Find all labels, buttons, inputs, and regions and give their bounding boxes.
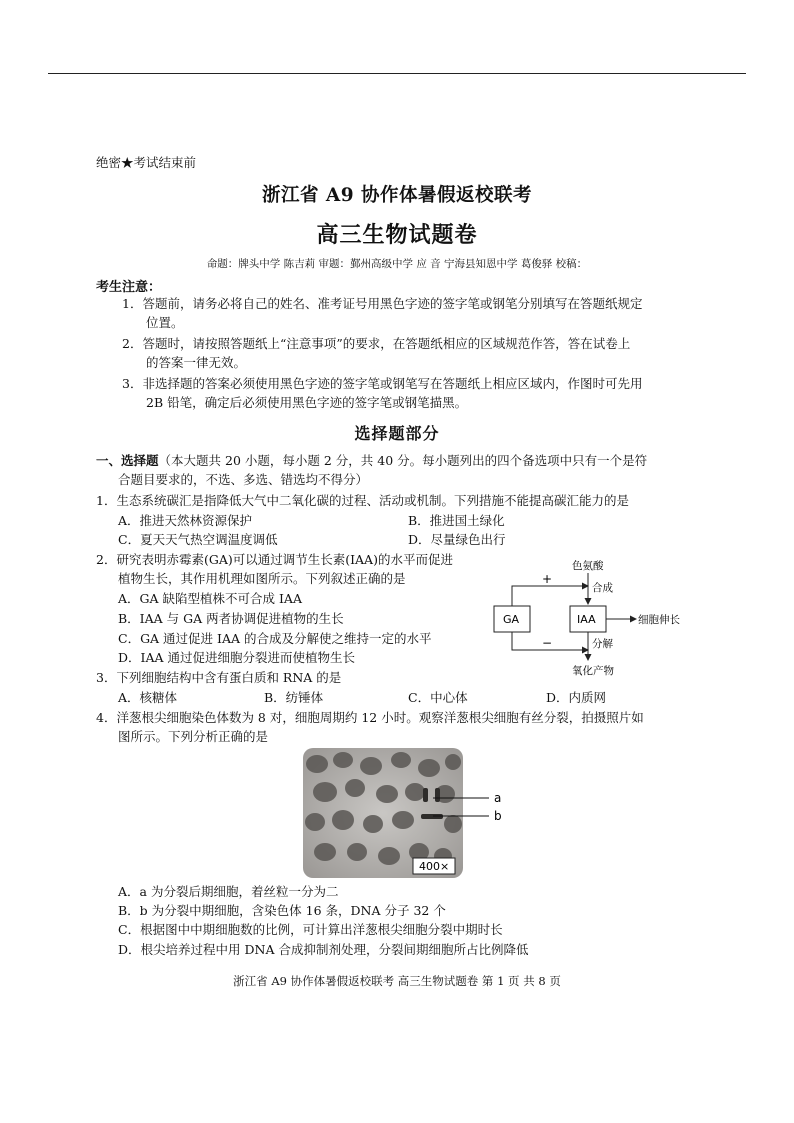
q4-option-d: D．根尖培养过程中用 DNA 合成抑制剂处理，分裂间期细胞所占比例降低 (118, 942, 529, 957)
q1-option-d: D．尽量绿色出行 (408, 532, 506, 547)
q2-stem: 2．研究表明赤霉素(GA)可以通过调节生长素(IAA)的水平而促进 (96, 552, 453, 567)
diagram-plus: + (542, 572, 553, 586)
q3-option-a: A．核糖体 (118, 690, 178, 705)
paper-title: 高三生物试题卷 (316, 222, 478, 248)
q3-option-d: D．内质网 (546, 690, 607, 705)
note-2-cont: 的答案一律无效。 (146, 355, 247, 370)
note-3: 3．非选择题的答案必须使用黑色字迹的签字笔或钢笔写在答题纸上相应区域内，作图时可先用 (122, 376, 643, 391)
note-2: 2．答题时，请按照答题纸上“注意事项”的要求，在答题纸相应的区域规范作答，答在试卷上 (122, 336, 631, 351)
part-one-intro-text: （本大题共 20 小题，每小题 2 分，共 40 分。每小题列出的四个备选项中只有一个是符 (158, 453, 648, 468)
note-1-cont: 位置。 (146, 315, 184, 330)
part-one-intro (96, 451, 647, 470)
q2-stem-cont: 植物生长，其作用机理如图所示。下列叙述正确的是 (118, 571, 406, 586)
diagram-minus: − (542, 636, 553, 650)
part-one-label: 一、选择题 (96, 453, 159, 468)
q1-stem: 1．生态系统碳汇是指降低大气中二氧化碳的过程、活动或机制。下列措施不能提高碳汇能力的是 (96, 493, 629, 508)
q4-stem: 4．洋葱根尖细胞染色体数为 8 对，细胞周期约 12 小时。观察洋葱根尖细胞有丝分裂，拍摄照片如 (96, 710, 644, 725)
q3-option-b: B．纺锤体 (264, 690, 324, 705)
label-a: a (494, 791, 502, 805)
note-1: 1．答题前，请务必将自己的姓名、准考证号用黑色字迹的签字笔或钢笔分别填写在答题纸规定 (122, 296, 643, 311)
diagram-decomp: 分解 (592, 638, 613, 650)
q1-option-b: B．推进国土绿化 (408, 513, 505, 528)
credits-line: 命题：牌头中学 陈吉莉 审题：鄞州高级中学 应 音 宁海县知恩中学 葛俊驿 校稿： (206, 258, 588, 270)
q4-option-a: A．a 为分裂后期细胞，着丝粒一分为二 (118, 884, 339, 899)
diagram-product: 氧化产物 (572, 665, 614, 677)
diagram-ga: GA (503, 613, 520, 626)
q4-stem-cont: 图所示。下列分析正确的是 (118, 729, 269, 744)
section-title: 选择题部分 (354, 424, 440, 443)
header-rule (48, 73, 746, 74)
q3-stem: 3．下列细胞结构中含有蛋白质和 RNA 的是 (96, 670, 342, 685)
exam-title: 浙江省 A9 协作体暑假返校联考 (261, 185, 533, 206)
q3-option-c: C．中心体 (408, 690, 468, 705)
page-footer: 浙江省 A9 协作体暑假返校联考 高三生物试题卷 第 1 页 共 8 页 (233, 974, 561, 988)
diagram-precursor: 色氨酸 (572, 560, 604, 572)
magnification-label: 400× (419, 860, 450, 873)
diagram-synth: 合成 (592, 582, 613, 594)
confidential-label: 绝密★考试结束前 (96, 155, 197, 170)
q4-option-b: B．b 为分裂中期细胞，含染色体 16 条，DNA 分子 32 个 (118, 903, 446, 918)
q2-option-a: A．GA 缺陷型植株不可合成 IAA (118, 591, 302, 606)
q2-option-b: B．IAA 与 GA 两者协调促进植物的生长 (118, 611, 344, 626)
part-one-intro-cont: 合题目要求的，不选、多选、错选均不得分） (118, 472, 369, 487)
notes-heading: 考生注意： (96, 280, 162, 295)
q2-option-d: D．IAA 通过促进细胞分裂进而使植物生长 (118, 650, 355, 665)
micrograph-figure (303, 748, 509, 882)
diagram-iaa: IAA (577, 613, 596, 626)
label-b: b (494, 809, 502, 823)
diagram-output: 细胞伸长 (638, 614, 680, 626)
q1-option-c: C．夏天天气热空调温度调低 (118, 532, 278, 547)
promote-synthesis-line (512, 586, 588, 606)
ga-iaa-diagram (488, 554, 698, 678)
note-3-cont: 2B 铅笔，确定后必须使用黑色字迹的签字笔或钢笔描黑。 (146, 395, 468, 410)
q1-option-a: A．推进天然林资源保护 (118, 513, 253, 528)
q2-option-c: C．GA 通过促进 IAA 的合成及分解使之维持一定的水平 (118, 631, 432, 646)
q4-option-c: C．根据图中中期细胞数的比例，可计算出洋葱根尖细胞分裂中期时长 (118, 922, 503, 937)
